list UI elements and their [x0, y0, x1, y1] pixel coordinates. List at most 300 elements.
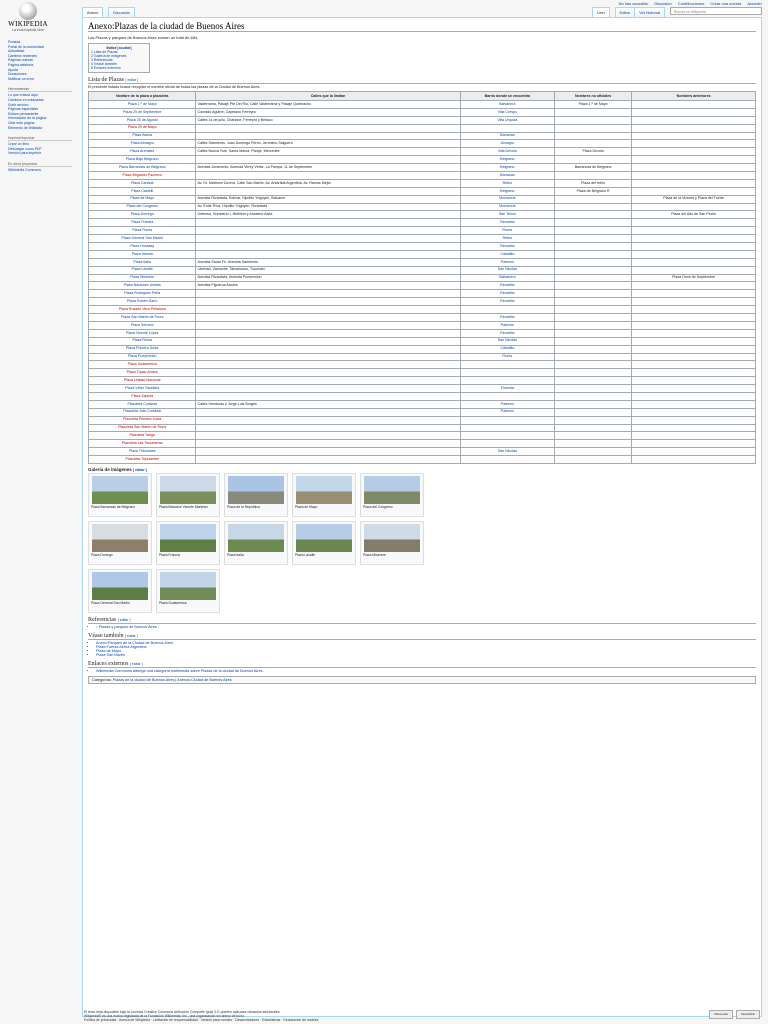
barrio-link[interactable]: Belgrano — [460, 187, 554, 195]
plaza-name-link[interactable]: Plaza Rodríguez Peña — [89, 290, 196, 298]
streets-cell: Calles Nueva York, Santa Marca, Paraje, Mercedes — [196, 148, 460, 156]
section-gallery-edit-link[interactable]: [ editar ] — [133, 467, 147, 472]
plaza-name-link[interactable]: Plaza Alsina — [89, 132, 196, 140]
tab-read[interactable]: Leer — [592, 7, 610, 17]
unofficial-name-cell — [555, 440, 632, 448]
streets-cell — [196, 377, 460, 385]
unofficial-name-cell — [555, 408, 632, 416]
streets-cell: Avenida Figueroa Alcorta — [196, 282, 460, 290]
references-item[interactable]: • ↑ Plazas y parques de Buenos Aires — [96, 625, 756, 629]
barrio-link[interactable]: Recoleta — [460, 243, 554, 251]
sidebar-item[interactable]: Actualidad — [8, 49, 25, 54]
unofficial-name-cell — [555, 385, 632, 393]
plaza-name-link[interactable]: Plaza Almagro — [89, 140, 196, 148]
plaza-name-link[interactable]: Plaza Miserere — [89, 274, 196, 282]
barrio-link[interactable]: San Nicolás — [460, 266, 554, 274]
sidebar-item[interactable]: Ayuda — [8, 67, 18, 72]
barrio-link[interactable]: San Telmo — [460, 211, 554, 219]
section-references-heading — [88, 617, 756, 624]
gallery-thumbnail[interactable] — [228, 524, 284, 552]
plaza-name-link[interactable]: Plaza Sudamérica — [89, 361, 196, 369]
plaza-name-link[interactable]: Plaza Barrancas de Belgrano — [89, 164, 196, 172]
barrio-link[interactable]: Palermo — [460, 400, 554, 408]
sidebar-print — [8, 136, 72, 156]
table-row — [89, 156, 756, 164]
streets-cell — [196, 314, 460, 322]
unofficial-name-cell — [555, 353, 632, 361]
table-row — [89, 179, 756, 187]
personal-link[interactable]: Crear una cuenta — [710, 1, 742, 6]
sidebar-item[interactable]: Lo que enlaza aquí — [8, 93, 38, 98]
barrio-link[interactable]: Recoleta — [460, 219, 554, 227]
unofficial-name-cell — [555, 211, 632, 219]
seealso-list — [96, 641, 756, 657]
gallery-item[interactable] — [88, 521, 152, 565]
plaza-name-link[interactable]: Plaza Tupac Amaru — [89, 369, 196, 377]
barrio-link[interactable]: Flores — [460, 353, 554, 361]
plaza-name-link[interactable]: Plaza Dorrego — [89, 211, 196, 219]
table-row — [89, 148, 756, 156]
plaza-name-link[interactable]: Plaza Houssay — [89, 243, 196, 251]
streets-cell — [196, 172, 460, 180]
barrio-link[interactable]: Almagro — [460, 140, 554, 148]
plaza-name-link[interactable]: Plazoleta Las Toscaneras — [89, 440, 196, 448]
table-row — [89, 258, 756, 266]
previous-names-cell — [632, 345, 756, 353]
personal-link[interactable]: No has accedido — [618, 1, 649, 6]
plaza-name-link[interactable]: Plaza Roma — [89, 337, 196, 345]
unofficial-name-cell — [555, 290, 632, 298]
plaza-name-link[interactable]: Plaza Serrano — [89, 321, 196, 329]
category-link[interactable]: Plazas de la ciudad de Buenos Aires — [112, 677, 175, 682]
plaza-name-link[interactable]: Plaza Italia — [89, 258, 196, 266]
streets-cell — [196, 424, 460, 432]
gallery-item[interactable] — [292, 521, 356, 565]
sidebar-item[interactable]: Subir archivo — [8, 102, 29, 107]
sidebar-item[interactable]: Página aleatoria — [8, 62, 34, 67]
barrio-link — [460, 306, 554, 314]
previous-names-cell — [632, 164, 756, 172]
gallery-item[interactable] — [224, 473, 288, 517]
plaza-name-link[interactable]: Plazoleta Julio Cortázar — [89, 408, 196, 416]
sidebar-item[interactable]: Cambios en enlazadas — [8, 97, 44, 102]
unofficial-name-cell — [555, 258, 632, 266]
previous-names-cell — [632, 416, 756, 424]
sidebar-item[interactable]: Páginas especiales — [8, 107, 39, 112]
seealso-item[interactable]: • Plaza Fuerza Aérea Argentina — [96, 645, 756, 649]
sidebar-item[interactable]: Información de la página — [8, 116, 47, 121]
gallery-item[interactable] — [156, 521, 220, 565]
gallery-item[interactable] — [360, 473, 424, 517]
toc-toggle[interactable]: [ocultar] — [117, 46, 132, 50]
unofficial-name-cell — [555, 329, 632, 337]
page-tabs — [82, 7, 762, 17]
previous-names-cell — [632, 132, 756, 140]
tab-article[interactable]: Anexo — [82, 7, 103, 17]
table-row — [89, 227, 756, 235]
barrio-link[interactable]: Balvanera — [460, 101, 554, 109]
gallery-thumbnail[interactable] — [160, 524, 216, 552]
previous-names-cell — [632, 400, 756, 408]
plaza-name-link[interactable]: Plaza Rosario Vera Peñaloza — [89, 306, 196, 314]
section-seealso-edit-link[interactable]: [ editar ] — [124, 633, 138, 638]
barrio-link[interactable]: Palermo — [460, 321, 554, 329]
unofficial-name-cell — [555, 337, 632, 345]
streets-cell — [196, 321, 460, 329]
barrio-link[interactable]: Flores — [460, 227, 554, 235]
streets-cell — [196, 369, 460, 377]
previous-names-cell — [632, 298, 756, 306]
previous-names-cell — [632, 148, 756, 156]
table-header[interactable]: Calles que la limitan — [196, 92, 460, 101]
plaza-name-link[interactable]: Plaza Tribunales — [89, 448, 196, 456]
streets-cell: Avenida Santa Fe, Avenida Sarmiento — [196, 258, 460, 266]
table-row — [89, 408, 756, 416]
intro-paragraph: Las Plazas y parques de Buenos Aires suman un total de 684, — [88, 35, 199, 40]
gallery-thumbnail[interactable] — [364, 476, 420, 504]
unofficial-name-cell — [555, 298, 632, 306]
previous-names-cell — [632, 124, 756, 132]
streets-cell — [196, 243, 460, 251]
plaza-name-link[interactable]: Plaza Canadá — [89, 179, 196, 187]
table-row — [89, 456, 756, 464]
table-header[interactable]: Nombres no oficiales — [555, 92, 632, 101]
plaza-name-link[interactable]: Plazoleta San Martín de Tours — [89, 424, 196, 432]
streets-cell: Calles Honduras y Jorge Luis Borges — [196, 400, 460, 408]
plaza-name-link[interactable]: Plaza Vicente López — [89, 329, 196, 337]
unofficial-name-cell — [555, 282, 632, 290]
table-row — [89, 116, 756, 124]
plaza-name-link[interactable]: Plaza del Congreso — [89, 203, 196, 211]
gallery-thumbnail[interactable] — [92, 476, 148, 504]
gallery-thumbnail[interactable] — [92, 572, 148, 600]
table-row — [89, 282, 756, 290]
plaza-name-link[interactable]: Plaza 25 de Agosto — [89, 116, 196, 124]
barrio-link — [460, 369, 554, 377]
sidebar-other-projects — [8, 162, 72, 173]
sidebar-item[interactable]: Donaciones — [8, 72, 27, 77]
toc-item[interactable]: 1 Lista de Plazas — [91, 50, 118, 54]
plaza-name-link[interactable]: Plaza Flores — [89, 227, 196, 235]
unofficial-name-cell: Plaza de Belgrano R — [555, 187, 632, 195]
plaza-name-link[interactable]: Plaza Unidad Nacional — [89, 377, 196, 385]
plaza-name-link[interactable]: Plaza General San Martín — [89, 235, 196, 243]
barrio-link[interactable]: Barracas — [460, 132, 554, 140]
plazas-table — [88, 91, 756, 464]
unofficial-name-cell — [555, 243, 632, 251]
unofficial-name-cell — [555, 424, 632, 432]
barrio-link[interactable]: Floresta — [460, 385, 554, 393]
table-row — [89, 329, 756, 337]
table-header[interactable]: Nombre de la plaza o plazoleta — [89, 92, 196, 101]
barrio-link[interactable]: Recoleta — [460, 282, 554, 290]
sidebar-item[interactable]: Notificar un error — [8, 76, 35, 81]
barrio-link — [460, 392, 554, 400]
plaza-name-link[interactable]: Plaza 1.º de Mayo — [89, 101, 196, 109]
gallery-caption: Plaza Barrancas de Belgrano — [91, 504, 136, 509]
previous-names-cell — [632, 116, 756, 124]
barrio-link — [460, 124, 554, 132]
sidebar-item[interactable]: Citar esta página — [8, 120, 35, 125]
personal-link[interactable]: Contribuciones — [677, 1, 705, 6]
table-header[interactable]: Barrio donde se encuentra — [460, 92, 554, 101]
previous-names-cell — [632, 140, 756, 148]
gallery-item[interactable] — [156, 473, 220, 517]
gallery-item[interactable] — [88, 473, 152, 517]
gallery-thumbnail[interactable] — [92, 524, 148, 552]
unofficial-name-cell — [555, 195, 632, 203]
unofficial-name-cell — [555, 227, 632, 235]
barrio-link[interactable]: Palermo — [460, 258, 554, 266]
previous-names-cell — [632, 424, 756, 432]
barrio-link[interactable]: Recoleta — [460, 329, 554, 337]
section-external-title: Enlaces externos — [88, 660, 129, 667]
plaza-name-link[interactable]: Plazoleta Cortázar — [89, 400, 196, 408]
streets-cell — [196, 250, 460, 258]
gallery-caption: Plaza Balcarce Vicente Martínez — [159, 504, 208, 509]
plaza-name-link[interactable]: Plaza Castelli — [89, 187, 196, 195]
sidebar-item[interactable]: Elemento de Wikidata — [8, 125, 43, 130]
seealso-item[interactable]: • Anexo:Parques de la Ciudad de Buenos Aires — [96, 641, 756, 645]
gallery-item[interactable] — [360, 521, 424, 565]
category-link[interactable]: Anexos:Ciudad de Buenos Aires — [177, 677, 232, 682]
unofficial-name-cell — [555, 203, 632, 211]
search-input[interactable]: Buscar en Wikipedia — [670, 7, 762, 15]
plaza-name-link[interactable]: Plaza Pueyrredón — [89, 353, 196, 361]
gallery-item[interactable] — [156, 569, 220, 613]
streets-cell — [196, 448, 460, 456]
table-row — [89, 345, 756, 353]
table-row — [89, 448, 756, 456]
barrio-link[interactable]: San Nicolás — [460, 337, 554, 345]
plaza-name-link[interactable]: Plaza Rubén Darío — [89, 298, 196, 306]
seealso-item[interactable]: • Plaza San Martín — [96, 653, 756, 657]
plaza-name-link[interactable]: Plazoleta Primera Junta — [89, 416, 196, 424]
table-row — [89, 353, 756, 361]
barrio-link[interactable]: Monserrat — [460, 195, 554, 203]
table-row — [89, 195, 756, 203]
section-list-title: Lista de Plazas — [88, 77, 124, 83]
table-row — [89, 369, 756, 377]
barrio-link[interactable]: Caballito — [460, 250, 554, 258]
footer — [84, 1010, 760, 1022]
streets-cell — [196, 156, 460, 164]
sidebar-other-title: En otros proyectos — [8, 162, 72, 167]
barrio-link — [460, 440, 554, 448]
gallery-caption: Plaza Dorrego — [91, 552, 113, 557]
section-gallery-title: Galería de imágenes — [88, 466, 132, 472]
previous-names-cell — [632, 179, 756, 187]
table-row — [89, 164, 756, 172]
unofficial-name-cell — [555, 456, 632, 464]
gallery-caption: Plaza de Mayo — [295, 504, 318, 509]
plaza-name-link[interactable]: Plaza Lavalle — [89, 266, 196, 274]
previous-names-cell — [632, 219, 756, 227]
streets-cell — [196, 456, 460, 464]
plaza-name-link[interactable]: Plaza San Martín de Tours — [89, 314, 196, 322]
gallery-thumbnail[interactable] — [160, 476, 216, 504]
table-row — [89, 172, 756, 180]
barrio-link[interactable]: San Nicolás — [460, 448, 554, 456]
table-row — [89, 243, 756, 251]
gallery-item[interactable] — [88, 569, 152, 613]
plaza-name-link[interactable]: Plaza Naciones Unidas — [89, 282, 196, 290]
plaza-name-link[interactable]: Plaza Zapiola — [89, 392, 196, 400]
table-row — [89, 432, 756, 440]
barrio-link[interactable]: Belgrano — [460, 164, 554, 172]
mediawiki-badge-icon[interactable]: MediaWiki — [736, 1010, 760, 1019]
barrio-link[interactable]: Balvanera — [460, 274, 554, 282]
section-references-edit-link[interactable]: [ editar ] — [117, 617, 131, 622]
plaza-name-link[interactable]: Plazoleta Tango — [89, 432, 196, 440]
section-external-edit-link[interactable]: [ editar ] — [129, 661, 143, 666]
tab-talk[interactable]: Discusión — [108, 7, 135, 17]
section-references-title: Referencias — [88, 616, 117, 623]
puzzle-globe-icon — [19, 2, 37, 20]
table-row — [89, 321, 756, 329]
wikimedia-badge-icon[interactable]: Wikimedia — [709, 1010, 733, 1019]
sidebar-item[interactable]: Wikimedia Commons — [8, 167, 42, 172]
table-row — [89, 211, 756, 219]
plaza-name-link[interactable]: Plaza 29 de Mayo — [89, 124, 196, 132]
section-external-heading — [88, 661, 756, 668]
gallery-caption: Plaza de la República — [227, 504, 260, 509]
personal-link[interactable]: Acceder — [747, 1, 762, 6]
previous-names-cell — [632, 440, 756, 448]
gallery-caption: Plaza Sudamérica — [159, 600, 187, 605]
streets-cell — [196, 298, 460, 306]
table-row — [89, 306, 756, 314]
sidebar-item[interactable]: Versión para imprimir — [8, 151, 42, 156]
sidebar-item[interactable]: Descargar como PDF — [8, 146, 42, 151]
streets-cell — [196, 392, 460, 400]
barrio-link — [460, 424, 554, 432]
plaza-name-link[interactable]: Plaza Brigadier Pacheco — [89, 172, 196, 180]
sidebar-item[interactable]: Páginas nuevas — [8, 58, 33, 63]
barrio-link[interactable]: Palermo — [460, 408, 554, 416]
unofficial-name-cell — [555, 377, 632, 385]
previous-names-cell — [632, 408, 756, 416]
table-row — [89, 361, 756, 369]
gallery-thumbnail[interactable] — [296, 524, 352, 552]
sidebar-item[interactable]: Portada — [8, 40, 21, 44]
sidebar-item[interactable]: Portal de la comunidad — [8, 44, 44, 49]
plaza-name-link[interactable]: Plaza Bajo Belgrano — [89, 156, 196, 164]
section-list-heading — [88, 77, 756, 84]
unofficial-name-cell — [555, 108, 632, 116]
barrio-link[interactable]: Recoleta — [460, 314, 554, 322]
gallery-thumbnail[interactable] — [160, 572, 216, 600]
streets-cell — [196, 408, 460, 416]
streets-cell — [196, 440, 460, 448]
plaza-name-link[interactable]: Plaza Primera Junta — [89, 345, 196, 353]
unofficial-name-cell — [555, 250, 632, 258]
barrio-link[interactable]: Villa Devoto — [460, 148, 554, 156]
unofficial-name-cell — [555, 219, 632, 227]
streets-cell — [196, 219, 460, 227]
barrio-link[interactable]: Belgrano — [460, 156, 554, 164]
gallery-thumbnail[interactable] — [228, 476, 284, 504]
plaza-name-link[interactable]: Plaza 25 de Septiembre — [89, 108, 196, 116]
section-list-edit-link[interactable]: [ editar ] — [125, 78, 139, 82]
sidebar-tools-title: Herramientas — [8, 87, 72, 92]
unofficial-name-cell — [555, 156, 632, 164]
barrio-link[interactable]: Retiro — [460, 235, 554, 243]
personal-link[interactable]: Discusión — [654, 1, 672, 6]
wikipedia-logo[interactable] — [6, 2, 50, 36]
barrio-link[interactable]: Caballito — [460, 345, 554, 353]
unofficial-name-cell — [555, 124, 632, 132]
footer-line: Wikipedia® es una marca registrada de la Fundación Wikimedia, Inc., una organización sin ánimo de lucro. — [84, 1014, 245, 1018]
previous-names-cell — [632, 353, 756, 361]
streets-cell: Calles 14 de julio, Charlone, Ferreyra y Bellaco — [196, 116, 460, 124]
table-row — [89, 392, 756, 400]
plaza-name-link[interactable]: Plazoleta Tripulantes — [89, 456, 196, 464]
table-row — [89, 108, 756, 116]
barrio-link[interactable]: Recoleta — [460, 298, 554, 306]
table-header[interactable]: Nombres anteriores — [632, 92, 756, 101]
external-item[interactable]: • Wikimedia Commons alberga una categoría multimedia sobre Plazas de la ciudad de Buenos Aires. — [96, 669, 756, 673]
previous-names-cell — [632, 282, 756, 290]
barrio-link[interactable]: Villa Urquiza — [460, 116, 554, 124]
streets-cell — [196, 235, 460, 243]
unofficial-name-cell — [555, 132, 632, 140]
gallery-thumbnail[interactable] — [364, 524, 420, 552]
barrio-link[interactable]: Villa Crespo — [460, 108, 554, 116]
table-row — [89, 187, 756, 195]
toc-item[interactable]: 3 Referencias — [91, 58, 113, 62]
previous-names-cell — [632, 187, 756, 195]
sidebar-item[interactable]: Enlace permanente — [8, 111, 39, 116]
unofficial-name-cell — [555, 392, 632, 400]
table-row — [89, 416, 756, 424]
toc-item[interactable]: 4 Véase también — [91, 62, 118, 66]
gallery-caption: Plaza Francia — [159, 552, 180, 557]
barrio-link[interactable]: Retiro — [460, 179, 554, 187]
unofficial-name-cell — [555, 432, 632, 440]
tab-edit[interactable]: Editar — [615, 7, 635, 17]
plaza-name-link[interactable]: Plaza Vélez Sarsfield — [89, 385, 196, 393]
barrio-link — [460, 432, 554, 440]
unofficial-name-cell — [555, 235, 632, 243]
plaza-name-link[interactable]: Plaza de Mayo — [89, 195, 196, 203]
gallery-thumbnail[interactable] — [296, 476, 352, 504]
barrio-link[interactable]: Barracas — [460, 172, 554, 180]
previous-names-cell — [632, 250, 756, 258]
barrio-link[interactable]: Recoleta — [460, 290, 554, 298]
toc-item[interactable]: 2 Galería de imágenes — [91, 54, 127, 58]
sidebar-item[interactable]: Cambios recientes — [8, 53, 37, 58]
tab-history[interactable]: Ver historial — [634, 7, 665, 17]
section-seealso-heading — [88, 633, 756, 640]
barrio-link[interactable]: Monserrat — [460, 203, 554, 211]
sidebar — [8, 40, 72, 178]
seealso-item[interactable]: • Plaza de Mayo — [96, 649, 756, 653]
table-row — [89, 385, 756, 393]
previous-names-cell — [632, 156, 756, 164]
sidebar-item[interactable]: Crear un libro — [8, 142, 30, 147]
gallery-item[interactable] — [292, 473, 356, 517]
plaza-name-link[interactable]: Plaza Arenales — [89, 148, 196, 156]
plaza-name-link[interactable]: Plaza Francia — [89, 219, 196, 227]
unofficial-name-cell — [555, 321, 632, 329]
streets-cell: Av. Entre Ríos, Hipólito Yrigoyen, Rivadavia — [196, 203, 460, 211]
plaza-name-link[interactable]: Plaza Irlanda — [89, 250, 196, 258]
toc-item[interactable]: 5 Enlaces externos — [91, 66, 121, 70]
previous-names-cell — [632, 266, 756, 274]
streets-cell — [196, 124, 460, 132]
gallery-item[interactable] — [224, 521, 288, 565]
